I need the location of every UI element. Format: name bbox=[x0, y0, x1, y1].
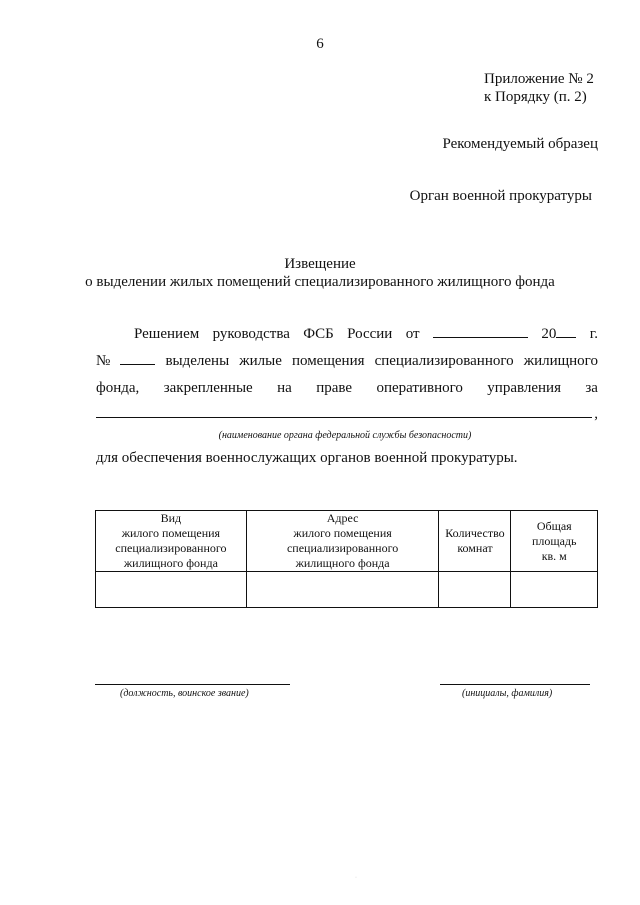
document-title: Извещение bbox=[284, 256, 356, 272]
word: закрепленные bbox=[163, 380, 253, 396]
word: оперативного bbox=[376, 380, 463, 396]
year-field bbox=[541, 326, 576, 343]
number-blank bbox=[120, 363, 155, 365]
date-blank bbox=[433, 336, 528, 338]
word: на bbox=[277, 380, 292, 396]
table-header-row bbox=[96, 511, 598, 572]
name-signature-line bbox=[440, 684, 590, 685]
word: праве bbox=[316, 380, 353, 396]
word: г. bbox=[589, 326, 598, 342]
housing-table bbox=[95, 510, 598, 608]
header-line: жилищного фонда bbox=[123, 556, 218, 570]
body-line-1 bbox=[96, 326, 598, 343]
word: специализированного bbox=[374, 353, 514, 369]
column-total-area bbox=[511, 511, 598, 572]
column-room-count bbox=[439, 511, 511, 572]
sample-label: Рекомендуемый образец bbox=[442, 136, 598, 152]
position-caption: (должность, воинское звание) bbox=[120, 688, 249, 699]
word: от bbox=[405, 326, 420, 342]
header-line: жилого помещения bbox=[293, 526, 392, 540]
word: фонда, bbox=[96, 380, 140, 396]
word: за bbox=[585, 380, 598, 396]
appendix-line-1: Приложение № 2 bbox=[484, 71, 594, 87]
table-cell[interactable] bbox=[96, 572, 247, 608]
purpose-text: для обеспечения военнослужащих органов военной прокуратуры. bbox=[96, 450, 518, 466]
word: жилые bbox=[239, 353, 282, 369]
table-cell[interactable] bbox=[511, 572, 598, 608]
table-cell[interactable] bbox=[246, 572, 439, 608]
word: Решением bbox=[134, 326, 200, 342]
line-comma: , bbox=[594, 406, 598, 422]
word: управления bbox=[487, 380, 561, 396]
year-blank bbox=[556, 336, 576, 338]
column-housing-type bbox=[96, 511, 247, 572]
page-number: 6 bbox=[316, 36, 324, 52]
header-line: Вид bbox=[160, 511, 182, 525]
organization-hint: (наименование органа федеральной службы безопасности) bbox=[218, 430, 472, 441]
header-line: площадь bbox=[531, 533, 577, 548]
name-caption: (инициалы, фамилия) bbox=[462, 688, 553, 699]
recipient-organ: Орган военной прокуратуры bbox=[409, 188, 592, 204]
body-line-4 bbox=[96, 406, 598, 423]
word: руководства bbox=[212, 326, 290, 342]
word: жилищного bbox=[523, 353, 598, 369]
appendix-reference bbox=[484, 70, 594, 106]
table-row bbox=[96, 572, 598, 608]
word: ФСБ bbox=[303, 326, 334, 342]
header-line: жилого помещения bbox=[121, 526, 221, 540]
scan-speck: · bbox=[355, 875, 357, 881]
year-prefix: 20 bbox=[541, 326, 557, 342]
header-line: специализированного bbox=[115, 541, 227, 555]
position-signature-line bbox=[95, 684, 290, 685]
column-address bbox=[246, 511, 439, 572]
word: России bbox=[347, 326, 393, 342]
document-subtitle: о выделении жилых помещений специализированного жилищного фонда bbox=[85, 274, 555, 290]
appendix-line-2: к Порядку (п. 2) bbox=[484, 89, 587, 105]
header-line: Адрес bbox=[326, 511, 359, 525]
word: помещения bbox=[291, 353, 365, 369]
header-line: жилищного фонда bbox=[295, 556, 390, 570]
body-line-2 bbox=[96, 353, 598, 370]
number-sign: № bbox=[96, 353, 111, 369]
header-line: Общая bbox=[536, 518, 572, 533]
word: выделены bbox=[165, 353, 230, 369]
header-line: специализированного bbox=[286, 541, 399, 555]
header-line: кв. м bbox=[541, 548, 567, 563]
header-line: Количество bbox=[445, 526, 505, 540]
table-cell[interactable] bbox=[439, 572, 511, 608]
body-line-3 bbox=[96, 380, 598, 397]
organization-blank bbox=[96, 416, 592, 418]
header-line: комнат bbox=[457, 541, 493, 555]
